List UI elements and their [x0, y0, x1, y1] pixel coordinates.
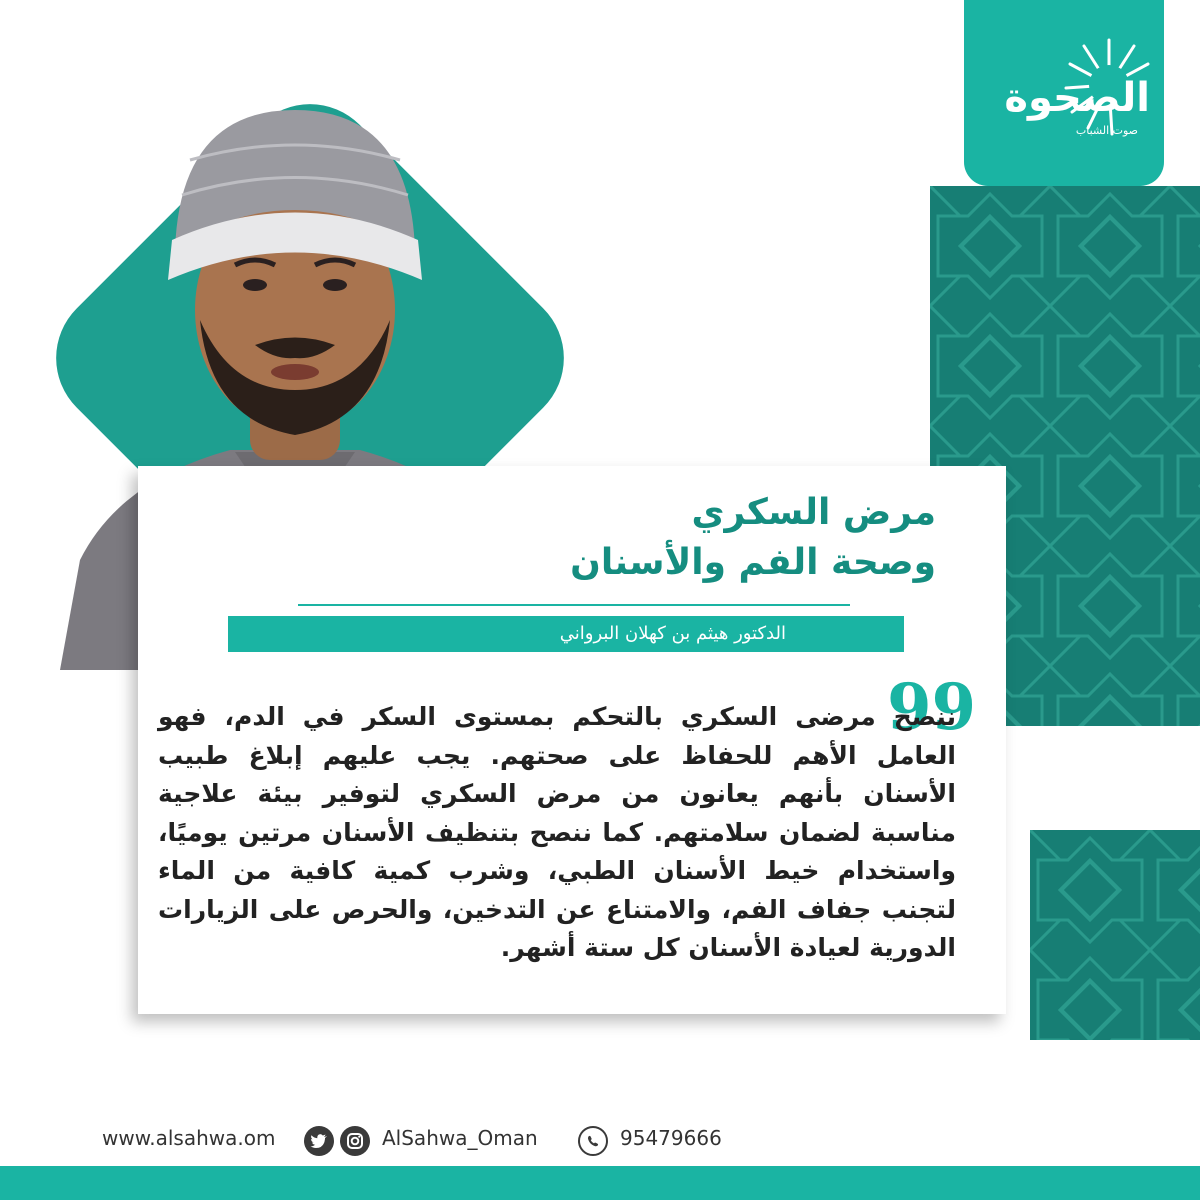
footer [0, 1118, 1200, 1166]
title-line-1: مرض السكري [691, 492, 936, 533]
instagram-icon[interactable] [340, 1126, 370, 1156]
quote-card [138, 466, 1006, 1014]
whatsapp-icon[interactable] [578, 1126, 608, 1156]
quote-text: ننصح مرضى السكري بالتحكم بمستوى السكر في الدم، فهو العامل الأهم للحفاظ على صحتهم. يجب عليهم إبلاغ طبيب الأسنان بأنهم يعانون من مرض السكري لتوفير بيئة علاجية مناسبة لضمان سلامتهم. كما ننصح بتنظيف الأسنان مرتين يوميًا، واستخدام خيط الأسنان الطبي، وشرب كمية كافية من الماء لتجنب جفاف الفم، والامتناع عن التدخين، والحرص على الزيارات الدورية لعيادة الأسنان كل ستة أشهر. [158, 702, 956, 962]
title-divider [298, 604, 850, 606]
author-bar [228, 616, 904, 652]
quote-mark-icon: 99 [886, 670, 976, 745]
author-name: الدكتور هيثم بن كهلان البرواني [559, 623, 786, 644]
brand-logo [964, 0, 1164, 186]
website-link[interactable]: www.alsahwa.om [102, 1126, 276, 1150]
bottom-accent-bar [0, 1166, 1200, 1200]
twitter-icon[interactable] [304, 1126, 334, 1156]
geometric-pattern-panel [1030, 830, 1200, 1040]
phone-number[interactable]: 95479666 [620, 1126, 722, 1150]
title-line-2: وصحة الفم والأسنان [570, 542, 936, 583]
social-handle[interactable]: AlSahwa_Oman [382, 1126, 538, 1150]
article-title [376, 488, 936, 588]
logo-tagline: صوت الشباب [1075, 124, 1138, 137]
logo-wordmark: الصحوة [1004, 75, 1150, 121]
